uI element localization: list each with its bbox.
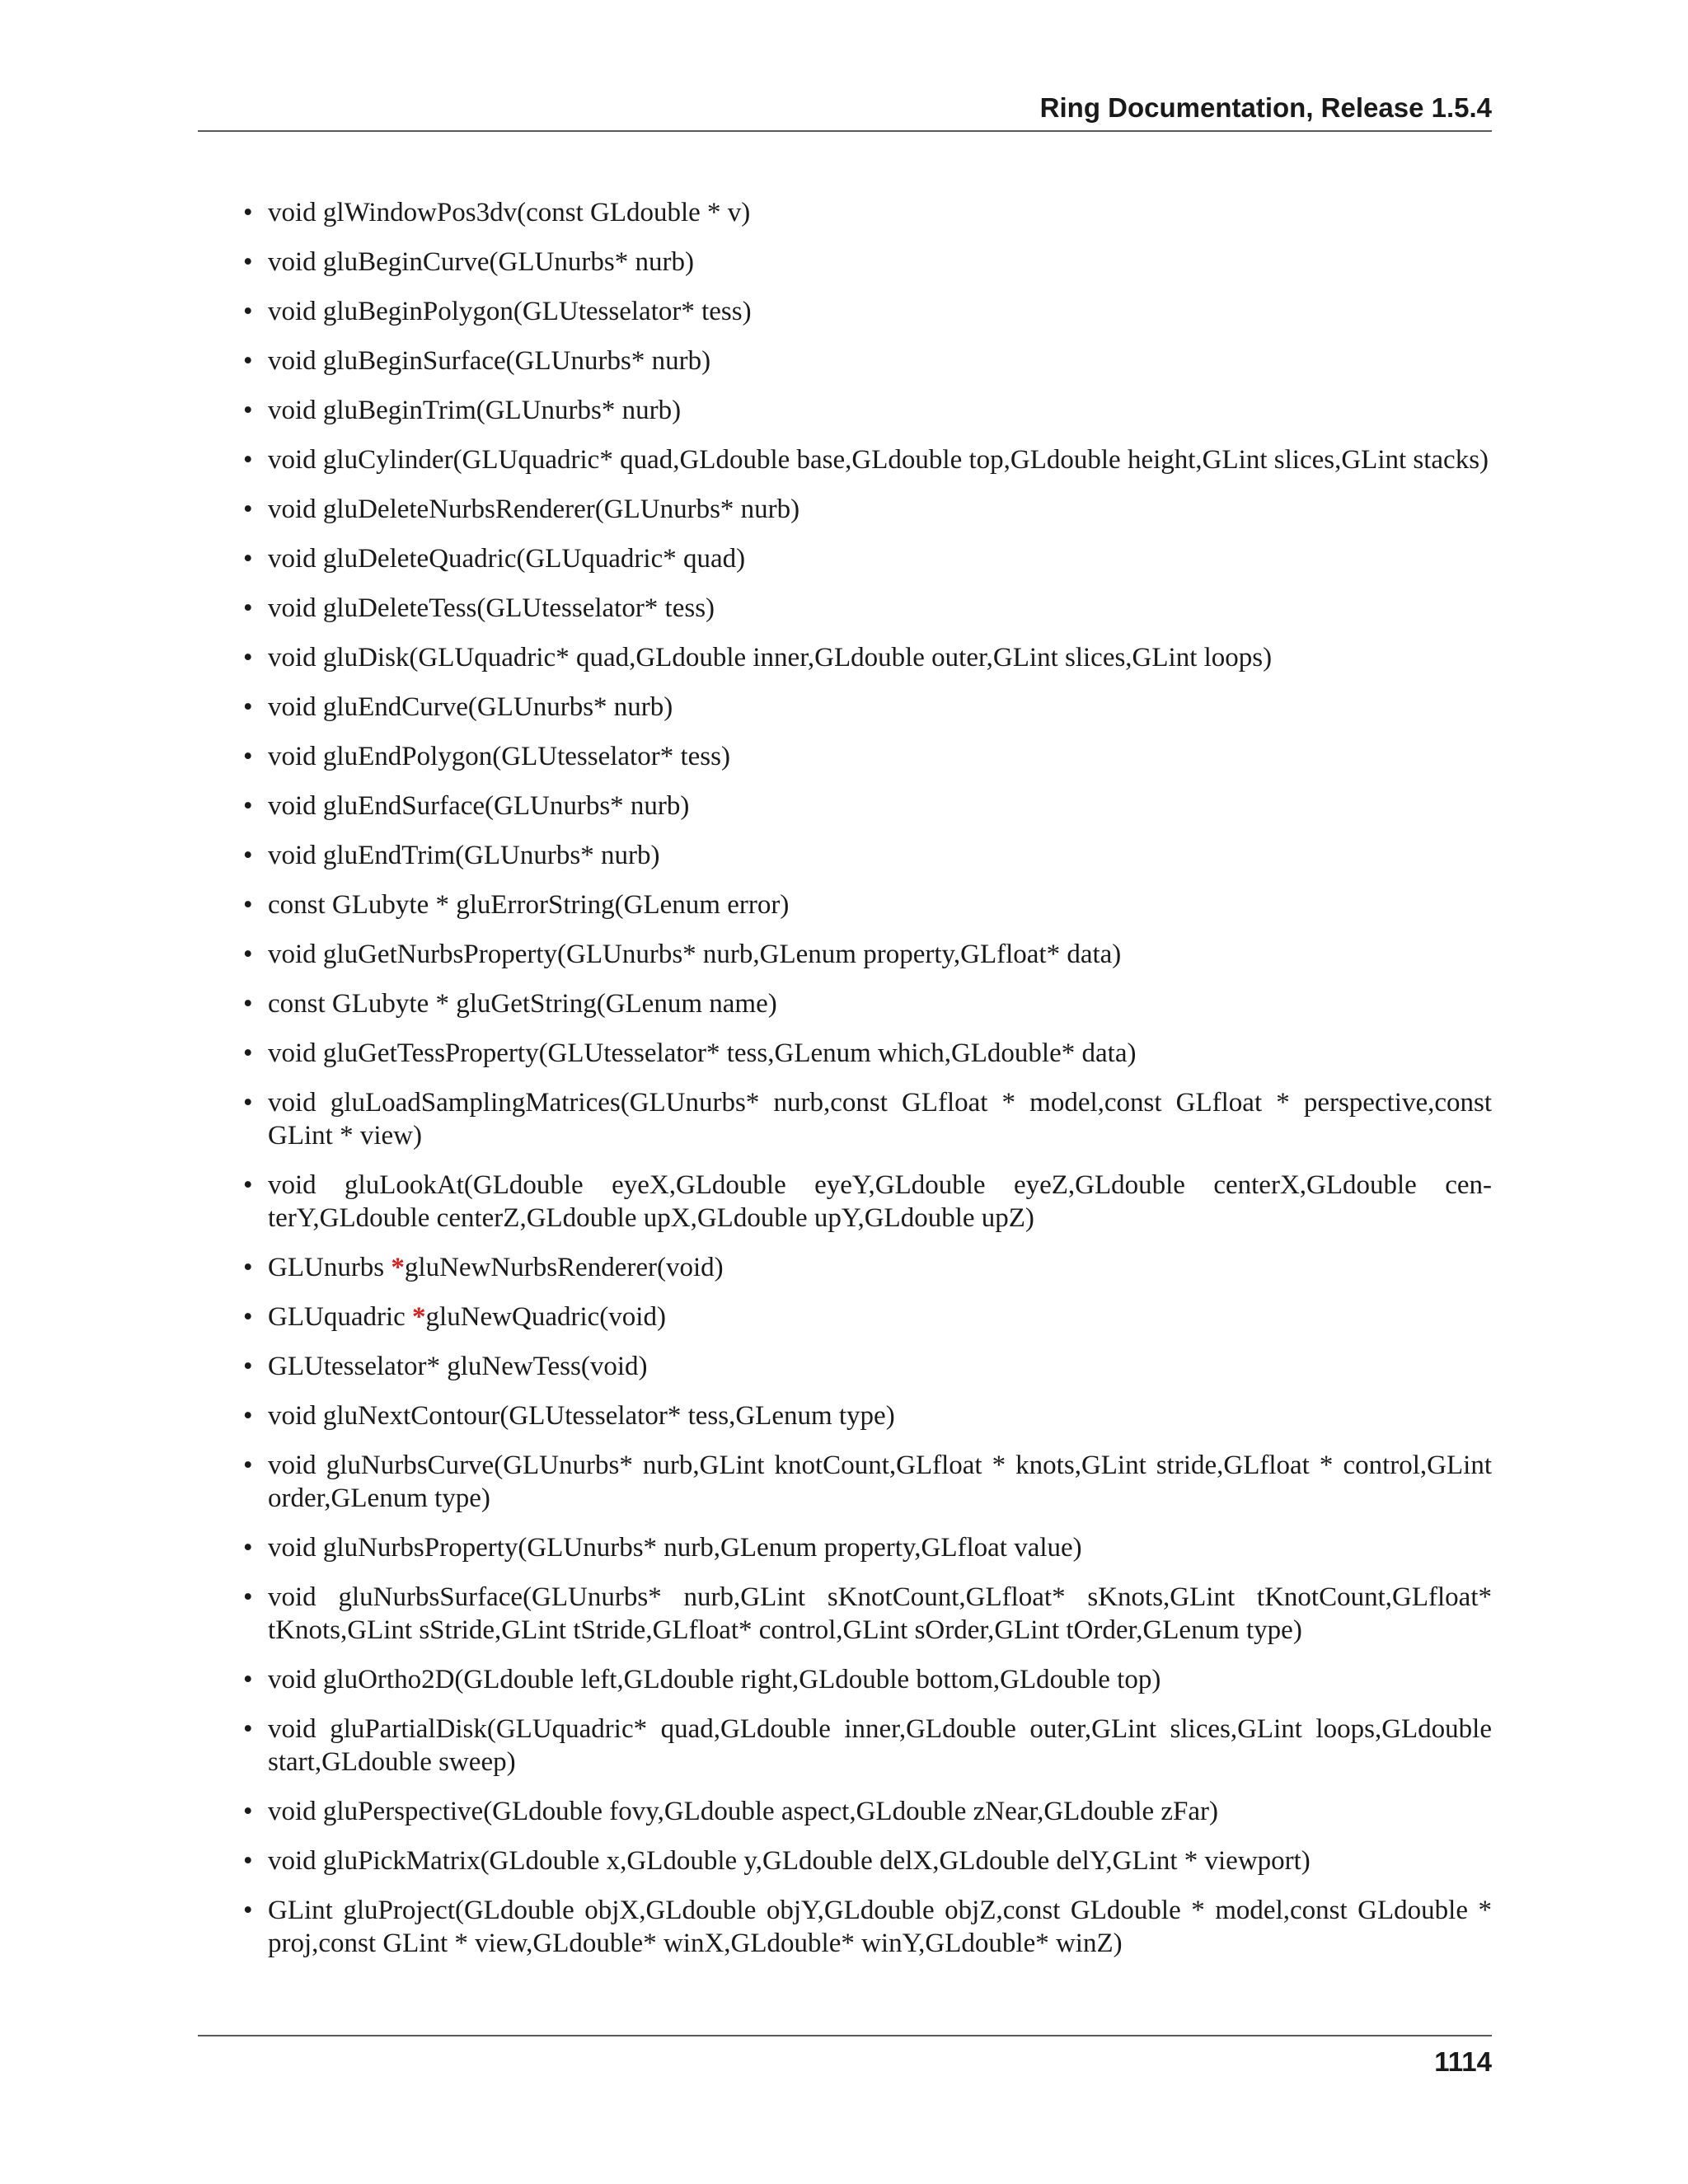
bullet-icon: •	[243, 1533, 253, 1563]
function-signature: void gluEndSurface(GLUnurbs* nurb)	[268, 791, 690, 821]
list-item	[243, 740, 1492, 773]
function-signature-name: gluNewQuadric(void)	[425, 1302, 666, 1332]
bullet-icon: •	[243, 791, 253, 821]
list-item	[243, 691, 1492, 724]
function-signature: void gluDisk(GLUquadric* quad,GLdouble inner,GLdouble outer,GLint slices,GLint loops)	[268, 643, 1273, 673]
function-signature: void gluNurbsProperty(GLUnurbs* nurb,GLenum property,GLfloat value)	[268, 1533, 1082, 1563]
bullet-icon: •	[243, 198, 253, 227]
bullet-icon: •	[243, 593, 253, 623]
bullet-icon: •	[243, 989, 253, 1019]
function-signature: void gluNurbsCurve(GLUnurbs* nurb,GLint knotCount,GLfloat * knots,GLint stride,GLfloat * control,GLint order,GLenum type)	[268, 1451, 1492, 1513]
function-signature: void gluOrtho2D(GLdouble left,GLdouble right,GLdouble bottom,GLdouble top)	[268, 1665, 1161, 1694]
list-item	[243, 1713, 1492, 1779]
list-item	[243, 1169, 1492, 1235]
list-item	[243, 1301, 1492, 1333]
bullet-icon: •	[243, 1797, 253, 1826]
list-item	[243, 888, 1492, 921]
function-signature: void gluEndPolygon(GLUtesselator* tess)	[268, 742, 730, 771]
bullet-icon: •	[243, 494, 253, 524]
list-item	[243, 1037, 1492, 1070]
bullet-icon: •	[243, 1665, 253, 1694]
list-item	[243, 394, 1492, 427]
function-signature: void gluGetTessProperty(GLUtesselator* tess,GLenum which,GLdouble* data)	[268, 1038, 1137, 1068]
bullet-icon: •	[243, 247, 253, 277]
function-signature: GLUtesselator* gluNewTess(void)	[268, 1352, 648, 1381]
function-signature: void glWindowPos3dv(const GLdouble * v)	[268, 198, 751, 227]
list-item	[243, 1449, 1492, 1515]
bullet-icon: •	[243, 890, 253, 920]
bullet-icon: •	[243, 1714, 253, 1744]
bullet-icon: •	[243, 1451, 253, 1480]
list-item	[243, 1350, 1492, 1383]
bullet-icon: •	[243, 544, 253, 574]
bullet-icon: •	[243, 1170, 253, 1200]
page-footer	[198, 2035, 1492, 2077]
bullet-icon: •	[243, 1896, 253, 1925]
list-item	[243, 1251, 1492, 1284]
bullet-icon: •	[243, 396, 253, 425]
list-item	[243, 1086, 1492, 1152]
bullet-icon: •	[243, 1302, 253, 1332]
bullet-icon: •	[243, 1038, 253, 1068]
function-signature-name: gluNewNurbsRenderer(void)	[404, 1253, 724, 1282]
bullet-icon: •	[243, 692, 253, 722]
list-item	[243, 790, 1492, 823]
function-list	[243, 196, 1492, 1976]
list-item	[243, 542, 1492, 575]
function-signature: void gluBeginSurface(GLUnurbs* nurb)	[268, 346, 711, 376]
list-item	[243, 1844, 1492, 1877]
bullet-icon: •	[243, 1253, 253, 1282]
list-item	[243, 987, 1492, 1020]
pointer-star-highlight: *	[412, 1302, 426, 1332]
function-signature: void gluPerspective(GLdouble fovy,GLdouble aspect,GLdouble zNear,GLdouble zFar)	[268, 1797, 1219, 1826]
function-signature: void gluDeleteNurbsRenderer(GLUnurbs* nurb)	[268, 494, 800, 524]
function-signature: void gluBeginPolygon(GLUtesselator* tess)	[268, 297, 752, 326]
list-item	[243, 839, 1492, 872]
page-header	[198, 87, 1492, 132]
list-item	[243, 1663, 1492, 1696]
bullet-icon: •	[243, 1846, 253, 1876]
list-item	[243, 641, 1492, 674]
function-signature: void gluDeleteQuadric(GLUquadric* quad)	[268, 544, 746, 574]
bullet-icon: •	[243, 1401, 253, 1431]
list-item	[243, 1581, 1492, 1647]
function-signature: void gluNextContour(GLUtesselator* tess,GLenum type)	[268, 1401, 895, 1431]
list-item	[243, 295, 1492, 328]
list-item	[243, 493, 1492, 526]
function-signature: void gluLookAt(GLdouble eyeX,GLdouble eyeY,GLdouble eyeZ,GLdouble centerX,GLdouble cen- terY,GLdouble centerZ,GLdouble upX,GLdouble upY,GLdouble upZ)	[268, 1170, 1492, 1233]
bullet-icon: •	[243, 346, 253, 376]
function-signature: void gluCylinder(GLUquadric* quad,GLdouble base,GLdouble top,GLdouble height,GLint slices,GLint stacks)	[268, 445, 1489, 475]
function-signature: GLint gluProject(GLdouble objX,GLdouble objY,GLdouble objZ,const GLdouble * model,const GLdouble * proj,const GLint * view,GLdouble* winX,GLdouble* winY,GLdouble* winZ)	[268, 1896, 1492, 1958]
function-signature: void gluNurbsSurface(GLUnurbs* nurb,GLint sKnotCount,GLfloat* sKnots,GLint tKnotCount,GLfloat* tKnots,GLint sStride,GLint tStride,GLfloat* control,GLint sOrder,GLint tOrder,GLenum type)	[268, 1582, 1492, 1645]
bullet-icon: •	[243, 1582, 253, 1612]
document-title: Ring Documentation, Release 1.5.4	[1039, 92, 1492, 123]
function-signature: const GLubyte * gluErrorString(GLenum error)	[268, 890, 790, 920]
function-signature: void gluEndTrim(GLUnurbs* nurb)	[268, 841, 660, 870]
list-item	[243, 1894, 1492, 1960]
list-item	[243, 1399, 1492, 1432]
function-signature: void gluGetNurbsProperty(GLUnurbs* nurb,GLenum property,GLfloat* data)	[268, 940, 1122, 969]
list-item	[243, 592, 1492, 625]
function-signature: void gluDeleteTess(GLUtesselator* tess)	[268, 593, 715, 623]
function-signature: void gluEndCurve(GLUnurbs* nurb)	[268, 692, 673, 722]
list-item	[243, 1795, 1492, 1828]
list-item	[243, 246, 1492, 279]
function-signature-prefix: GLUnurbs	[268, 1253, 392, 1282]
bullet-icon: •	[243, 940, 253, 969]
function-signature: void gluPartialDisk(GLUquadric* quad,GLdouble inner,GLdouble outer,GLint slices,GLint loops,GLdouble start,GLdouble sweep)	[268, 1714, 1492, 1777]
list-item	[243, 443, 1492, 476]
bullet-icon: •	[243, 297, 253, 326]
list-item	[243, 938, 1492, 971]
bullet-icon: •	[243, 1352, 253, 1381]
list-item	[243, 344, 1492, 377]
function-signature: void gluBeginCurve(GLUnurbs* nurb)	[268, 247, 694, 277]
function-signature: void gluLoadSamplingMatrices(GLUnurbs* nurb,const GLfloat * model,const GLfloat * perspective,const GLint * view)	[268, 1088, 1492, 1151]
bullet-icon: •	[243, 643, 253, 673]
function-signature: void gluBeginTrim(GLUnurbs* nurb)	[268, 396, 682, 425]
bullet-icon: •	[243, 1088, 253, 1118]
pointer-star-highlight: *	[391, 1253, 405, 1282]
page-number: 1114	[1434, 2046, 1492, 2077]
list-item	[243, 196, 1492, 229]
function-signature-prefix: GLUquadric	[268, 1302, 413, 1332]
bullet-icon: •	[243, 742, 253, 771]
bullet-icon: •	[243, 841, 253, 870]
bullet-icon: •	[243, 445, 253, 475]
list-item	[243, 1531, 1492, 1564]
function-signature: void gluPickMatrix(GLdouble x,GLdouble y,GLdouble delX,GLdouble delY,GLint * viewport)	[268, 1846, 1311, 1876]
function-signature: const GLubyte * gluGetString(GLenum name)	[268, 989, 777, 1019]
